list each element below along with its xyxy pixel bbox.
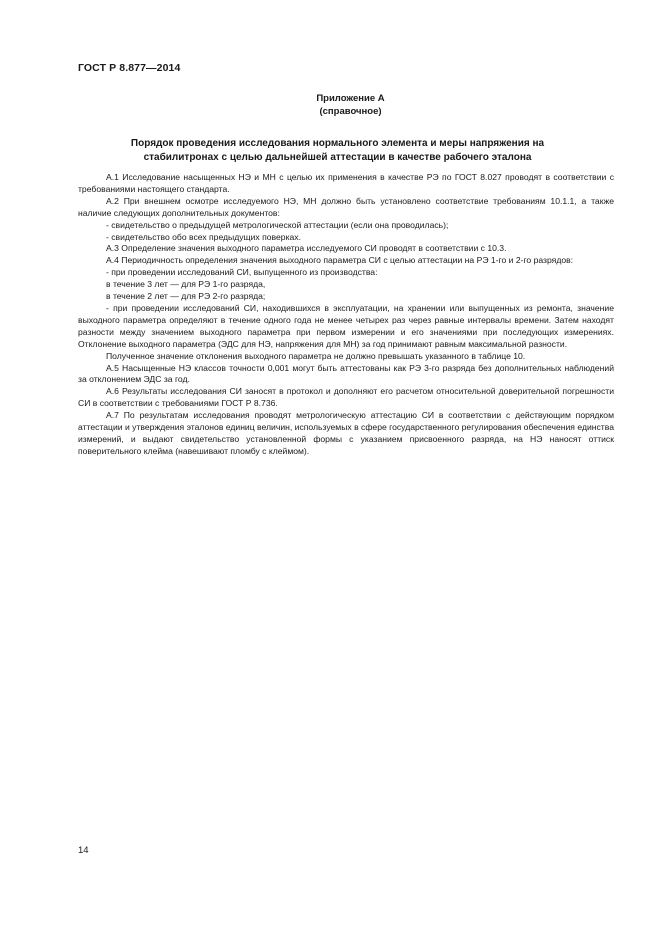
paragraph-a6: А.6 Результаты исследования СИ заносят в протокол и дополняют его расчетом относительной доверительной погрешности СИ в соответствии с требованиями ГОСТ Р 8.736. (78, 386, 614, 409)
section-title (90, 137, 585, 165)
list-item-3-years: в течение 3 лет — для РЭ 1-го разряда, (106, 279, 266, 290)
list-item-verification-certificate: - свидетельство обо всех предыдущих поверках. (106, 231, 301, 242)
paragraph-deviation-limit: Полученное значение отклонения выходного параметра не должно превышать указанного в таблице 10. (106, 350, 526, 361)
page-number: 14 (78, 845, 89, 856)
appendix-title: Приложение А (316, 93, 385, 104)
body-text (78, 172, 614, 458)
list-item-in-service: - при проведении исследований СИ, находившихся в эксплуатации, на хранении или выпущенных из ремонта, значение выходного параметра определяют в течение одного года не менее четырех раз через равные интервалы времени. Затем находят разности между значением выходного параметра при первом измерении и его значениями при последующих измерениях. Отклонение выходного параметра (ЭДС для НЭ, напряжения для МН) за год принимают равным максимальной разности. (78, 302, 614, 349)
document-id-header: ГОСТ Р 8.877—2014 (78, 62, 181, 74)
paragraph-a2: А.2 При внешнем осмотре исследуемого НЭ, МН должно быть установлено соответствие требованиям 10.1.1, а также наличие следующих дополнительных документов: (78, 195, 614, 218)
list-item-2-years: в течение 2 лет — для РЭ 2-го разряда; (106, 291, 266, 302)
list-item-attestation-certificate: - свидетельство о предыдущей метрологической аттестации (если она проводилась); (106, 219, 449, 230)
paragraph-a1: А.1 Исследование насыщенных НЭ и МН с целью их применения в качестве РЭ по ГОСТ 8.027 проводят в соответствии с требованиями настоящего стандарта. (78, 172, 614, 194)
paragraph-a5: А.5 Насыщенные НЭ классов точности 0,001 могут быть аттестованы как РЭ 3-го разряда без дополнительных наблюдений за отклонением ЭДС за год. (78, 362, 614, 385)
paragraph-a7: А.7 По результатам исследования проводят метрологическую аттестацию СИ в соответствии с действующим порядком аттестации и утверждения эталонов единиц величин, используемых в сфере государственного регулирования обеспечения единства измерений, и выдают свидетельство установленной формы с указанием присвоенного разряда, на НЭ наносят оттиск поверительного клейма (навешивают пломбу с клеймом). (78, 410, 614, 456)
paragraph-a4: А.4 Периодичность определения значения выходного параметра СИ с целью аттестации на РЭ 1-го и 2-го разрядов: (106, 255, 574, 266)
paragraph-a3: А.3 Определение значения выходного параметра исследуемого СИ проводят в соответствии с 10.3. (106, 243, 507, 254)
appendix-subtitle: (справочное) (319, 106, 382, 117)
section-title-line-1: Порядок проведения исследования нормального элемента и меры напряжения на (130, 138, 545, 149)
section-title-line-2: стабилитронах с целью дальнейшей аттестации в качестве рабочего эталона (143, 152, 532, 163)
list-item-new-production: - при проведении исследований СИ, выпущенного из производства: (106, 267, 378, 278)
